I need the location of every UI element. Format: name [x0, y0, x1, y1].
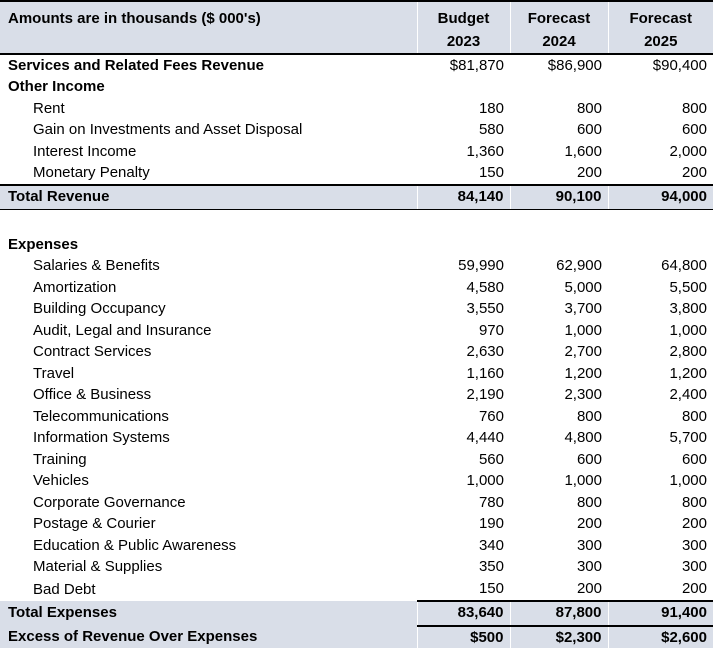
cell-value: 59,990 [458, 257, 504, 274]
cell-value: 2,630 [466, 343, 504, 360]
cell-value: $86,900 [547, 56, 602, 74]
table-row [0, 471, 713, 493]
table-row [0, 601, 713, 626]
cell-value: 300 [681, 558, 707, 575]
cell-value: 800 [681, 493, 707, 511]
table-title: Amounts are in thousands ($ 000's) [0, 1, 417, 32]
table-row [0, 98, 713, 120]
cell-value: 350 [478, 558, 504, 575]
table-row [0, 185, 713, 210]
header-empty-cell [0, 32, 417, 54]
header-row-column-labels [0, 1, 713, 32]
row-label: Travel [33, 364, 75, 382]
cell-value: 200 [576, 164, 602, 181]
cell-value: 3,800 [669, 300, 707, 317]
cell-value: 3,550 [466, 300, 504, 317]
cell-value: 94,000 [608, 185, 713, 210]
cell-value [510, 234, 608, 256]
cell-value: 2,800 [669, 343, 707, 360]
cell-value: 1,200 [669, 364, 707, 382]
row-label: Education & Public Awareness [33, 536, 237, 554]
row-label: Gain on Investments and Asset Disposal [33, 121, 303, 138]
table-row [0, 385, 713, 407]
cell-value: 580 [478, 121, 504, 138]
cell-value: 83,640 [417, 601, 510, 626]
table-row [0, 406, 713, 428]
cell-value: 600 [681, 121, 707, 138]
row-label: Training [33, 450, 87, 468]
table-row [0, 120, 713, 142]
cell-value: 5,000 [564, 278, 602, 296]
table-row [0, 54, 713, 77]
table-header [0, 1, 713, 54]
cell-value: 200 [681, 515, 707, 532]
table-row [0, 234, 713, 256]
cell-value: 2,700 [564, 343, 602, 360]
table-row [0, 626, 713, 648]
cell-value: 91,400 [608, 601, 713, 626]
cell-value: 800 [576, 493, 602, 511]
row-label: Telecommunications [33, 407, 169, 425]
cell-value: 1,000 [564, 321, 602, 339]
header-row-years [0, 32, 713, 54]
cell-value: 5,700 [669, 429, 707, 446]
cell-value: 1,200 [564, 364, 602, 382]
cell-value: 970 [478, 321, 504, 339]
cell-value: 560 [478, 450, 504, 468]
column-year-2023: 2023 [417, 32, 510, 54]
cell-value: 5,500 [669, 278, 707, 296]
cell-value: 200 [576, 579, 602, 597]
cell-value: 84,140 [417, 185, 510, 210]
spacer-row [0, 210, 713, 235]
table-row [0, 578, 713, 601]
cell-value: 1,000 [669, 321, 707, 339]
cell-value [417, 77, 510, 99]
cell-value [608, 234, 713, 256]
cell-value [608, 210, 713, 235]
column-year-2024: 2024 [510, 32, 608, 54]
cell-value: $2,300 [510, 626, 608, 648]
cell-value: 800 [681, 407, 707, 425]
cell-value: 600 [576, 450, 602, 468]
cell-value: 4,580 [466, 278, 504, 296]
cell-value: 760 [478, 407, 504, 425]
row-label: Building Occupancy [33, 300, 166, 317]
cell-value: 200 [681, 164, 707, 181]
table-row [0, 492, 713, 514]
table-row [0, 277, 713, 299]
row-label: Information Systems [33, 429, 170, 446]
table-row [0, 342, 713, 364]
table-row [0, 141, 713, 163]
cell-value: 2,300 [564, 386, 602, 403]
cell-value: $500 [417, 626, 510, 648]
cell-value: 800 [576, 99, 602, 117]
cell-value: 800 [681, 99, 707, 117]
row-label: Vehicles [33, 472, 89, 489]
cell-value: 3,700 [564, 300, 602, 317]
cell-value: 180 [478, 99, 504, 117]
table-row [0, 256, 713, 278]
row-label: Bad Debt [33, 580, 96, 598]
cell-value: 200 [681, 579, 707, 597]
cell-value: 90,100 [510, 185, 608, 210]
table-row [0, 320, 713, 342]
row-label: Total Expenses [0, 601, 417, 626]
cell-value: 190 [478, 515, 504, 532]
cell-value: 780 [478, 493, 504, 511]
cell-value: 300 [576, 558, 602, 575]
cell-value: 2,000 [669, 142, 707, 160]
cell-value [608, 77, 713, 99]
row-label: Postage & Courier [33, 515, 156, 532]
table-row [0, 514, 713, 536]
row-label: Expenses [8, 235, 79, 253]
cell-value [417, 210, 510, 235]
cell-value: 1,000 [466, 472, 504, 489]
cell-value: 4,440 [466, 429, 504, 446]
table-row [0, 557, 713, 579]
cell-value: 300 [681, 536, 707, 554]
cell-value: 800 [576, 407, 602, 425]
cell-value [510, 77, 608, 99]
row-label: Audit, Legal and Insurance [33, 321, 212, 339]
cell-value: 340 [478, 536, 504, 554]
cell-value: 150 [478, 164, 504, 181]
cell-value: $2,600 [608, 626, 713, 648]
cell-value: 64,800 [661, 257, 707, 274]
row-label: Amortization [33, 278, 117, 296]
cell-value: 1,000 [669, 472, 707, 489]
cell-value: 1,160 [466, 364, 504, 382]
cell-value: 1,600 [564, 142, 602, 160]
cell-value: 4,800 [564, 429, 602, 446]
row-label: Monetary Penalty [33, 164, 150, 181]
row-label: Interest Income [33, 142, 137, 160]
table-row [0, 299, 713, 321]
row-label [0, 210, 417, 235]
row-label: Contract Services [33, 343, 152, 360]
cell-value: 600 [681, 450, 707, 468]
column-header-forecast-2025: Forecast [608, 1, 713, 32]
cell-value [510, 210, 608, 235]
cell-value: 150 [478, 579, 504, 597]
cell-value: $81,870 [449, 56, 504, 74]
table-row [0, 363, 713, 385]
table-row [0, 449, 713, 471]
cell-value: 1,000 [564, 472, 602, 489]
table-row [0, 535, 713, 557]
cell-value: 87,800 [510, 601, 608, 626]
column-header-budget: Budget [417, 1, 510, 32]
cell-value: $90,400 [652, 56, 707, 74]
table-row [0, 428, 713, 450]
row-label: Office & Business [33, 386, 152, 403]
row-label: Other Income [8, 78, 105, 95]
row-label: Salaries & Benefits [33, 257, 160, 274]
row-label: Corporate Governance [33, 493, 186, 511]
cell-value: 300 [576, 536, 602, 554]
table-row [0, 163, 713, 186]
cell-value: 600 [576, 121, 602, 138]
column-year-2025: 2025 [608, 32, 713, 54]
row-label: Material & Supplies [33, 558, 163, 575]
cell-value: 2,190 [466, 386, 504, 403]
table-body [0, 54, 713, 648]
cell-value: 200 [576, 515, 602, 532]
cell-value: 2,400 [669, 386, 707, 403]
row-label: Excess of Revenue Over Expenses [0, 626, 417, 648]
row-label: Services and Related Fees Revenue [8, 56, 264, 74]
table-row [0, 77, 713, 99]
cell-value: 62,900 [556, 257, 602, 274]
cell-value [417, 234, 510, 256]
row-label: Total Revenue [0, 185, 417, 210]
cell-value: 1,360 [466, 142, 504, 160]
row-label: Rent [33, 99, 65, 117]
column-header-forecast-2024: Forecast [510, 1, 608, 32]
